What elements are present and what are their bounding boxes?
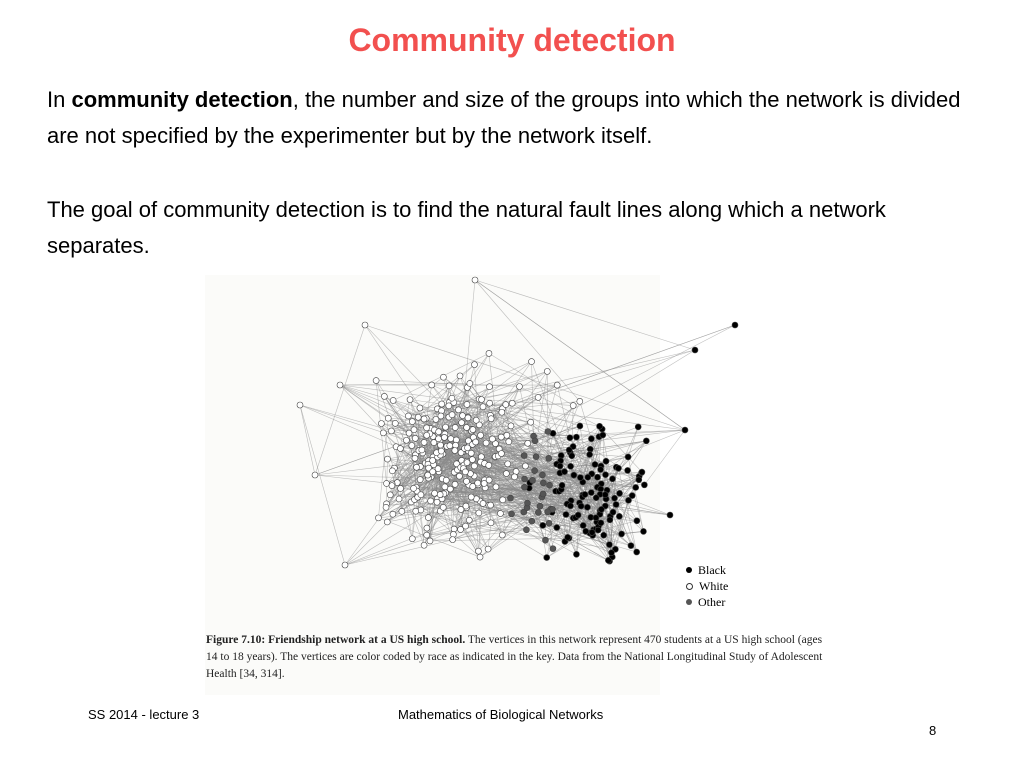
network-node	[473, 417, 479, 423]
network-node	[468, 450, 474, 456]
network-node	[479, 396, 485, 402]
network-node	[592, 461, 598, 467]
network-node	[539, 472, 545, 478]
legend-black-label: Black	[698, 562, 726, 577]
network-node	[399, 508, 405, 514]
network-node	[613, 502, 619, 508]
network-node	[465, 415, 471, 421]
network-node	[480, 404, 486, 410]
network-node	[570, 403, 576, 409]
network-node	[413, 508, 419, 514]
network-node	[337, 382, 343, 388]
page-number: 8	[929, 723, 937, 738]
network-node	[499, 409, 505, 415]
network-node	[559, 482, 565, 488]
network-node	[312, 472, 318, 478]
network-node	[449, 395, 455, 401]
footer-lecture: SS 2014 - lecture 3	[88, 707, 200, 722]
network-node	[503, 402, 509, 408]
network-node	[380, 430, 386, 436]
network-node	[362, 322, 368, 328]
network-node	[457, 373, 463, 379]
network-node	[598, 506, 604, 512]
network-node	[378, 420, 384, 426]
network-node	[554, 525, 560, 531]
network-edge	[365, 325, 685, 430]
network-edge	[300, 405, 406, 440]
network-node	[612, 495, 618, 501]
network-node	[439, 401, 445, 407]
network-node	[609, 476, 615, 482]
network-node	[443, 424, 449, 430]
network-node	[384, 456, 390, 462]
network-node	[597, 423, 603, 429]
network-node	[467, 380, 473, 386]
network-node	[388, 428, 394, 434]
network-node	[471, 463, 477, 469]
network-node	[546, 455, 552, 461]
network-node	[626, 497, 632, 503]
legend-item-black	[686, 562, 728, 578]
network-node	[522, 476, 528, 482]
network-node	[593, 495, 599, 501]
network-node	[588, 436, 594, 442]
network-edge	[475, 280, 580, 401]
network-node	[485, 546, 491, 552]
network-node	[573, 551, 579, 557]
network-node	[636, 477, 642, 483]
network-node	[421, 416, 427, 422]
network-node	[414, 464, 420, 470]
network-node	[375, 515, 381, 521]
network-node	[516, 383, 522, 389]
network-edge	[628, 427, 638, 457]
network-node	[498, 450, 504, 456]
network-node	[505, 461, 511, 467]
network-node	[406, 430, 412, 436]
network-node	[571, 472, 577, 478]
network-node	[497, 510, 503, 516]
footer-course-title: Mathematics of Biological Networks	[398, 707, 604, 722]
network-node	[425, 472, 431, 478]
network-node	[542, 537, 548, 543]
network-node	[530, 477, 536, 483]
network-node	[390, 397, 396, 403]
network-node	[545, 428, 551, 434]
network-node	[455, 407, 461, 413]
network-node	[546, 520, 552, 526]
network-node	[434, 499, 440, 505]
network-edge	[300, 405, 345, 565]
network-node	[409, 442, 415, 448]
network-node	[633, 484, 639, 490]
network-node	[578, 503, 584, 509]
network-node	[464, 424, 470, 430]
network-node	[598, 467, 604, 473]
network-node	[477, 554, 483, 560]
network-node	[427, 538, 433, 544]
network-node	[428, 498, 434, 504]
network-node	[458, 506, 464, 512]
network-node	[557, 463, 563, 469]
network-node	[424, 525, 430, 531]
network-node	[456, 473, 462, 479]
legend-other-label: Other	[698, 594, 726, 609]
network-node	[540, 522, 546, 528]
network-edge	[538, 350, 695, 397]
network-node	[446, 403, 452, 409]
network-node	[437, 492, 443, 498]
friendship-network-image	[205, 275, 825, 635]
network-node	[493, 484, 499, 490]
network-node	[425, 515, 431, 521]
network-node	[469, 457, 475, 463]
network-node	[732, 322, 738, 328]
network-node	[421, 439, 427, 445]
network-node	[397, 446, 403, 452]
network-node	[464, 460, 470, 466]
network-node	[450, 537, 456, 543]
network-node	[540, 491, 546, 497]
network-node	[433, 416, 439, 422]
network-node	[384, 519, 390, 525]
network-node	[424, 425, 430, 431]
network-node	[436, 436, 442, 442]
network-node	[602, 492, 608, 498]
network-node	[524, 500, 530, 506]
network-node	[667, 512, 673, 518]
network-node	[521, 484, 527, 490]
network-node	[565, 534, 571, 540]
network-node	[389, 483, 395, 489]
network-node	[617, 490, 623, 496]
network-node	[575, 512, 581, 518]
network-node	[430, 457, 436, 463]
network-node	[486, 462, 492, 468]
network-node	[463, 478, 469, 484]
network-node	[436, 429, 442, 435]
network-node	[449, 412, 455, 418]
network-edge	[488, 523, 491, 549]
network-node	[522, 463, 528, 469]
network-node	[503, 471, 509, 477]
network-node	[544, 368, 550, 374]
network-node	[468, 494, 474, 500]
network-node	[488, 416, 494, 422]
network-node	[615, 465, 621, 471]
network-node	[472, 277, 478, 283]
network-node	[607, 517, 613, 523]
network-node	[390, 511, 396, 517]
network-node	[545, 509, 551, 515]
network-node	[447, 486, 453, 492]
network-node	[606, 542, 612, 548]
network-node	[635, 424, 641, 430]
network-node	[625, 467, 631, 473]
network-node	[554, 382, 560, 388]
network-node	[533, 454, 539, 460]
network-node	[619, 531, 625, 537]
network-node	[582, 491, 588, 497]
network-node	[452, 481, 458, 487]
network-node	[418, 492, 424, 498]
network-node	[478, 432, 484, 438]
network-node	[588, 490, 594, 496]
network-node	[499, 532, 505, 538]
network-node	[566, 447, 572, 453]
network-node	[500, 497, 506, 503]
network-edge	[315, 325, 365, 475]
network-node	[532, 438, 538, 444]
network-node	[486, 350, 492, 356]
network-node	[476, 510, 482, 516]
network-node	[507, 495, 513, 501]
network-node	[506, 439, 512, 445]
network-node	[577, 423, 583, 429]
network-node	[460, 413, 466, 419]
network-node	[440, 504, 446, 510]
network-node	[573, 434, 579, 440]
network-node	[480, 500, 486, 506]
legend-white-label: White	[699, 578, 729, 593]
figure-caption	[206, 632, 826, 683]
network-node	[452, 424, 458, 430]
network-node	[385, 415, 391, 421]
legend-other-dot	[686, 599, 692, 605]
network-node	[421, 542, 427, 548]
network-node	[446, 383, 452, 389]
network-node	[488, 502, 494, 508]
network-node	[509, 511, 515, 517]
network-node	[535, 509, 541, 515]
network-node	[550, 546, 556, 552]
network-node	[605, 557, 611, 563]
network-node	[381, 393, 387, 399]
paragraph-community-detection	[47, 82, 987, 154]
network-node	[403, 437, 409, 443]
network-node	[441, 434, 447, 440]
network-node	[594, 474, 600, 480]
network-node	[470, 483, 476, 489]
network-node	[504, 432, 510, 438]
network-node	[634, 549, 640, 555]
network-node	[470, 427, 476, 433]
network-node	[407, 397, 413, 403]
network-node	[529, 518, 535, 524]
network-node	[398, 485, 404, 491]
network-node	[682, 427, 688, 433]
network-node	[532, 468, 538, 474]
network-node	[392, 420, 398, 426]
network-node	[593, 515, 599, 521]
network-node	[489, 436, 495, 442]
network-node	[486, 384, 492, 390]
network-node	[448, 436, 454, 442]
network-node	[429, 382, 435, 388]
network-node	[601, 532, 607, 538]
network-node	[598, 520, 604, 526]
para1-prefix: In	[47, 87, 72, 112]
network-node	[567, 503, 573, 509]
network-node	[639, 469, 645, 475]
figure-legend	[686, 562, 728, 610]
network-node	[634, 518, 640, 524]
network-node	[488, 520, 494, 526]
network-node	[512, 474, 518, 480]
network-edge	[565, 541, 608, 560]
network-node	[417, 405, 423, 411]
network-node	[567, 435, 573, 441]
network-node	[521, 453, 527, 459]
network-node	[587, 452, 593, 458]
network-node	[562, 469, 568, 475]
network-node	[412, 435, 418, 441]
network-node	[692, 347, 698, 353]
legend-item-white	[686, 578, 728, 594]
network-node	[577, 398, 583, 404]
para1-bold-term: community detection	[71, 87, 293, 112]
network-node	[616, 513, 622, 519]
network-node	[464, 445, 470, 451]
network-node	[535, 394, 541, 400]
network-node	[437, 442, 443, 448]
network-node	[640, 528, 646, 534]
network-node	[409, 536, 415, 542]
network-node	[424, 532, 430, 538]
network-node	[563, 511, 569, 517]
network-node	[405, 413, 411, 419]
network-node	[585, 474, 591, 480]
network-node	[508, 423, 514, 429]
network-node	[389, 468, 395, 474]
network-node	[412, 455, 418, 461]
para1-rest: , the number and size of the groups into which the network is divided are not specified by the experimenter but by the network itself.	[47, 87, 961, 148]
network-node	[297, 402, 303, 408]
network-node	[625, 454, 631, 460]
network-node	[462, 469, 468, 475]
network-node	[383, 504, 389, 510]
network-node	[584, 504, 590, 510]
network-node	[411, 485, 417, 491]
network-node	[569, 453, 575, 459]
network-node	[608, 550, 614, 556]
network-node	[452, 447, 458, 453]
network-node	[473, 439, 479, 445]
slide-title: Community detection	[348, 22, 676, 58]
network-node	[544, 555, 550, 561]
network-node	[464, 401, 470, 407]
network-node	[628, 543, 634, 549]
legend-black-dot	[686, 567, 692, 573]
caption-text: The vertices in this network represent 470 students at a US high school (ages 14 to 18 years). The vertices are color coded by race as indicated in the key. Data from the National Longitudinal Study of Adolescent Health [34, 314].	[206, 634, 823, 680]
network-node	[568, 463, 574, 469]
network-node	[540, 480, 546, 486]
network-node	[529, 359, 535, 365]
network-node	[447, 443, 453, 449]
network-node	[424, 432, 430, 438]
network-node	[498, 434, 504, 440]
network-node	[509, 400, 515, 406]
network-node	[643, 438, 649, 444]
network-node	[417, 477, 423, 483]
network-node	[419, 447, 425, 453]
network-node	[475, 548, 481, 554]
legend-white-dot	[686, 583, 693, 590]
network-node	[432, 490, 438, 496]
network-node	[523, 527, 529, 533]
network-node	[577, 475, 583, 481]
network-node	[342, 562, 348, 568]
network-node	[396, 496, 402, 502]
network-node	[387, 492, 393, 498]
network-node	[458, 526, 464, 532]
network-node	[483, 440, 489, 446]
network-node	[471, 362, 477, 368]
network-node	[384, 480, 390, 486]
network-node	[459, 420, 465, 426]
network-node	[438, 448, 444, 454]
network-node	[525, 440, 531, 446]
network-node	[415, 414, 421, 420]
network-node	[583, 528, 589, 534]
network-node	[373, 378, 379, 384]
caption-title: Figure 7.10: Friendship network at a US high school.	[206, 634, 466, 646]
network-node	[547, 482, 553, 488]
network-node	[603, 458, 609, 464]
paragraph-goal: The goal of community detection is to find the natural fault lines along which a network separates.	[47, 197, 886, 258]
network-edge	[300, 405, 315, 475]
network-node	[537, 503, 543, 509]
network-node	[610, 509, 616, 515]
network-node	[580, 522, 586, 528]
network-node	[466, 517, 472, 523]
network-node	[440, 374, 446, 380]
network-node	[481, 480, 487, 486]
network-node	[600, 432, 606, 438]
network-node	[487, 400, 493, 406]
network-node	[442, 484, 448, 490]
network-node	[528, 419, 534, 425]
network-node	[443, 477, 449, 483]
legend-item-other	[686, 594, 728, 610]
network-edge	[475, 280, 695, 350]
network-node	[603, 472, 609, 478]
network-node	[409, 419, 415, 425]
network-node	[589, 529, 595, 535]
network-node	[595, 527, 601, 533]
network-node	[641, 482, 647, 488]
